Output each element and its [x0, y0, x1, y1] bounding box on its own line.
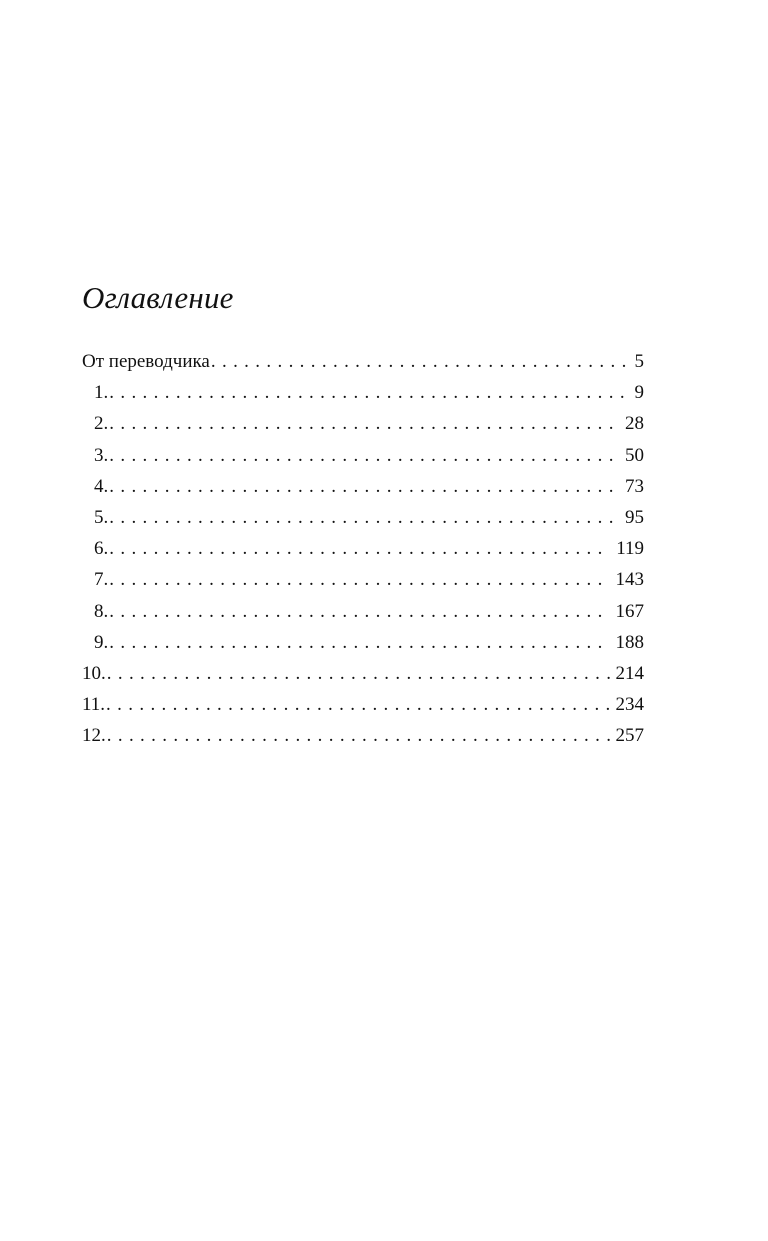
toc-entry-label: 5. [94, 506, 109, 528]
toc-entry-chapter-5[interactable] [82, 502, 644, 533]
toc-entry-page: 95 [625, 506, 644, 528]
toc-entry-translator-note[interactable] [82, 346, 644, 377]
dot-leader [107, 658, 610, 689]
toc-entry-chapter-1[interactable] [82, 377, 644, 408]
toc-entry-page: 214 [615, 662, 644, 684]
dot-leader [109, 596, 609, 627]
toc-entry-chapter-9[interactable] [82, 627, 644, 658]
toc-entry-page: 234 [615, 694, 644, 716]
toc-entry-page: 167 [615, 600, 644, 622]
toc-entry-page: 5 [634, 351, 644, 372]
toc-list [82, 346, 644, 751]
toc-entry-label: 9. [94, 631, 109, 653]
dot-leader [109, 627, 609, 658]
toc-entry-chapter-8[interactable] [82, 596, 644, 627]
toc-entry-label: 11. [82, 694, 106, 716]
toc-entry-chapter-6[interactable] [82, 533, 644, 564]
toc-entry-page: 73 [625, 475, 644, 497]
toc-entry-label: 2. [94, 413, 109, 435]
toc-entry-chapter-4[interactable] [82, 471, 644, 502]
toc-entry-chapter-2[interactable] [82, 408, 644, 439]
toc-entry-chapter-12[interactable] [82, 720, 644, 751]
toc-entry-chapter-7[interactable] [82, 564, 644, 595]
toc-entry-page: 9 [634, 382, 644, 404]
toc-entry-label: 4. [94, 475, 109, 497]
toc-entry-page: 50 [625, 444, 644, 466]
toc-entry-label: 7. [94, 569, 109, 591]
dot-leader [211, 346, 629, 377]
toc-entry-chapter-3[interactable] [82, 440, 644, 471]
toc-entry-label: От переводчика [82, 351, 210, 372]
toc-entry-page: 143 [615, 569, 644, 591]
toc-entry-page: 28 [625, 413, 644, 435]
dot-leader [109, 564, 609, 595]
toc-entry-chapter-10[interactable] [82, 658, 644, 689]
toc-entry-label: 10. [82, 662, 106, 684]
toc-entry-label: 8. [94, 600, 109, 622]
toc-entry-label: 12. [82, 725, 106, 747]
toc-entry-page: 257 [615, 725, 644, 747]
toc-entry-label: 6. [94, 538, 109, 560]
dot-leader [109, 377, 628, 408]
toc-title: Оглавление [82, 280, 234, 315]
toc-entry-label: 3. [94, 444, 109, 466]
dot-leader [109, 471, 619, 502]
dot-leader [109, 408, 619, 439]
toc-entry-page: 119 [616, 538, 644, 560]
dot-leader [107, 720, 610, 751]
toc-entry-page: 188 [615, 631, 644, 653]
dot-leader [109, 502, 619, 533]
dot-leader [106, 689, 609, 720]
toc-entry-label: 1. [94, 382, 109, 404]
dot-leader [109, 533, 610, 564]
dot-leader [109, 440, 619, 471]
toc-entry-chapter-11[interactable] [82, 689, 644, 720]
